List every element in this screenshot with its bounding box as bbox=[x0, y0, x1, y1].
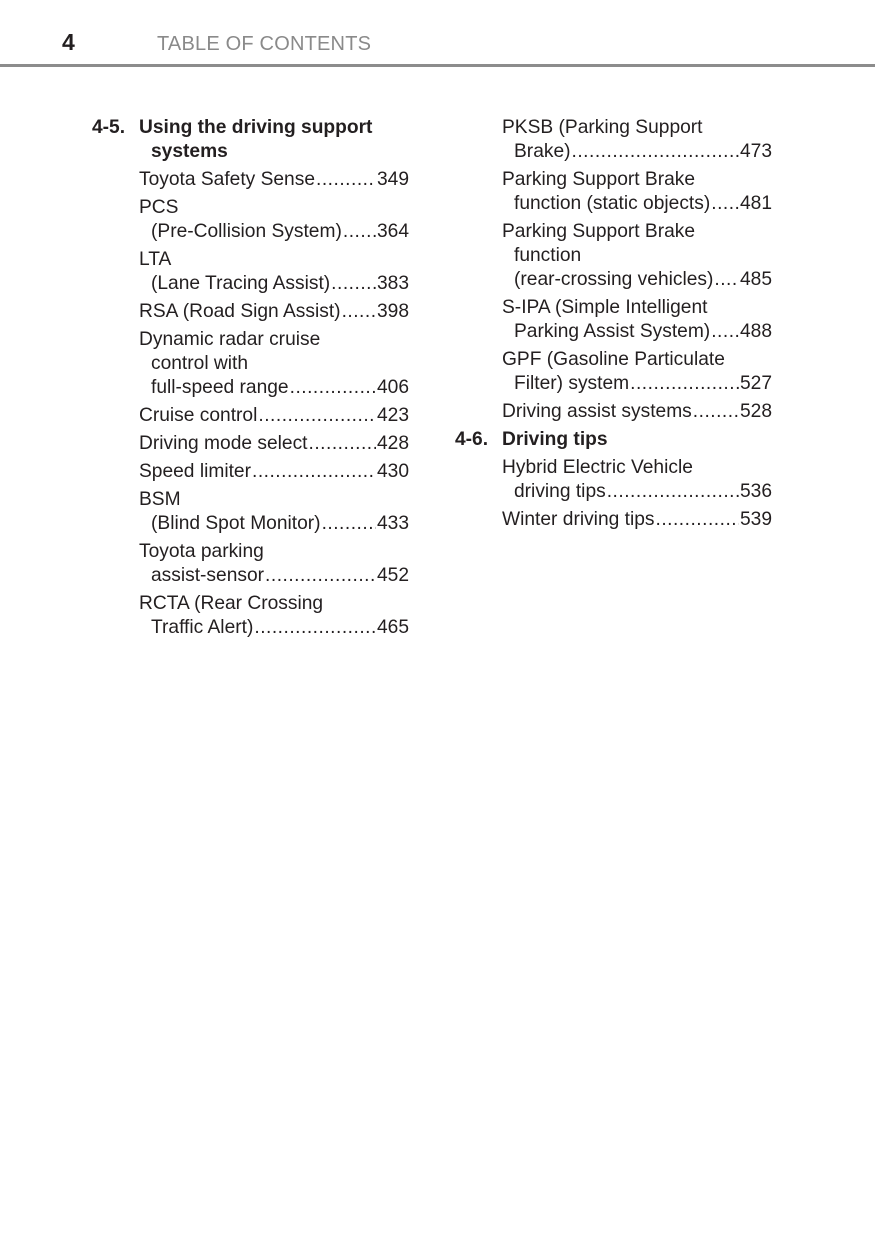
page-reference: 528 bbox=[739, 401, 772, 422]
entry-text: (Lane Tracing Assist) bbox=[151, 273, 331, 294]
entry-line bbox=[139, 540, 409, 564]
entry-text: Hybrid Electric Vehicle bbox=[502, 457, 693, 478]
entry-line bbox=[502, 348, 772, 372]
entry-text: Toyota parking bbox=[139, 541, 264, 562]
leader-dots bbox=[607, 480, 739, 504]
entry-text: Dynamic radar cruise bbox=[139, 329, 321, 350]
toc-entry[interactable] bbox=[139, 432, 409, 456]
leader-dots bbox=[711, 320, 739, 344]
leader-dots bbox=[331, 272, 376, 296]
header-divider bbox=[0, 64, 875, 67]
entry-text: RCTA (Rear Crossing bbox=[139, 593, 324, 614]
entry-text: control with bbox=[151, 353, 249, 374]
page-reference: 539 bbox=[739, 509, 772, 530]
entry-text: (rear-crossing vehicles) bbox=[514, 269, 714, 290]
entry-text: Brake) bbox=[514, 141, 571, 162]
entry-line-with-page bbox=[502, 400, 772, 424]
entry-line-with-page bbox=[139, 460, 409, 484]
leader-dots bbox=[254, 616, 376, 640]
entry-text: Speed limiter bbox=[139, 461, 251, 482]
entry-line-with-page bbox=[139, 272, 409, 296]
entry-line-with-page bbox=[502, 140, 772, 164]
toc-section bbox=[92, 116, 411, 640]
toc-entry[interactable] bbox=[139, 404, 409, 428]
toc-entry[interactable] bbox=[139, 460, 409, 484]
entry-line-with-page bbox=[502, 372, 772, 396]
page-reference: 423 bbox=[376, 405, 409, 426]
entry-line bbox=[139, 352, 409, 376]
leader-dots bbox=[290, 376, 376, 400]
toc-entry[interactable] bbox=[502, 456, 772, 504]
entry-line-with-page bbox=[139, 376, 409, 400]
toc-entry[interactable] bbox=[139, 540, 409, 588]
entry-line bbox=[139, 592, 409, 616]
entry-line bbox=[502, 168, 772, 192]
entry-line-with-page bbox=[139, 432, 409, 456]
section-title: Driving tips bbox=[502, 429, 608, 450]
leader-dots bbox=[711, 192, 739, 216]
leader-dots bbox=[572, 140, 739, 164]
toc-column-right bbox=[455, 116, 774, 536]
entry-line bbox=[139, 488, 409, 512]
entry-text: driving tips bbox=[514, 481, 606, 502]
leader-dots bbox=[342, 300, 376, 324]
toc-section bbox=[455, 116, 774, 424]
page-reference: 430 bbox=[376, 461, 409, 482]
page-reference: 488 bbox=[739, 321, 772, 342]
entry-text: GPF (Gasoline Particulate bbox=[502, 349, 725, 370]
entry-text: PCS bbox=[139, 197, 179, 218]
toc-entry[interactable] bbox=[502, 220, 772, 292]
entry-text: Driving assist systems bbox=[502, 401, 692, 422]
entry-text: (Pre-Collision System) bbox=[151, 221, 342, 242]
entry-line bbox=[139, 328, 409, 352]
page-reference: 406 bbox=[376, 377, 409, 398]
entry-text: LTA bbox=[139, 249, 172, 270]
page-reference: 433 bbox=[376, 513, 409, 534]
page-reference: 364 bbox=[376, 221, 409, 242]
entry-line-with-page bbox=[139, 168, 409, 192]
leader-dots bbox=[265, 564, 376, 588]
leader-dots bbox=[252, 460, 376, 484]
entry-text: Parking Support Brake bbox=[502, 169, 696, 190]
entry-text: PKSB (Parking Support bbox=[502, 117, 703, 138]
toc-column-left bbox=[92, 116, 411, 644]
entry-line-with-page bbox=[139, 404, 409, 428]
section-number: 4-5. bbox=[92, 117, 126, 138]
entry-text: Cruise control bbox=[139, 405, 258, 426]
leader-dots bbox=[343, 220, 376, 244]
entry-line-with-page bbox=[502, 192, 772, 216]
leader-dots bbox=[309, 432, 376, 456]
leader-dots bbox=[655, 508, 739, 532]
entry-line bbox=[502, 116, 772, 140]
entry-line-with-page bbox=[502, 508, 772, 532]
page-reference: 452 bbox=[376, 565, 409, 586]
toc-entry[interactable] bbox=[139, 328, 409, 400]
entry-text: Parking Assist System) bbox=[514, 321, 711, 342]
toc-entry[interactable] bbox=[502, 400, 772, 424]
leader-dots bbox=[258, 404, 376, 428]
leader-dots bbox=[316, 168, 376, 192]
toc-entry[interactable] bbox=[139, 196, 409, 244]
entry-text: Toyota Safety Sense bbox=[139, 169, 315, 190]
entry-text: RSA (Road Sign Assist) bbox=[139, 301, 341, 322]
toc-entry[interactable] bbox=[139, 168, 409, 192]
entry-line-with-page bbox=[502, 320, 772, 344]
entry-line bbox=[139, 248, 409, 272]
entry-text: BSM bbox=[139, 489, 181, 510]
page-reference: 485 bbox=[739, 269, 772, 290]
entry-line bbox=[502, 220, 772, 244]
entry-line-with-page bbox=[502, 480, 772, 504]
toc-entry[interactable] bbox=[502, 296, 772, 344]
entry-line bbox=[502, 296, 772, 320]
toc-entry[interactable] bbox=[139, 488, 409, 536]
entry-text: S-IPA (Simple Intelligent bbox=[502, 297, 708, 318]
toc-entry[interactable] bbox=[139, 248, 409, 296]
section-title: Using the driving support systems bbox=[139, 117, 373, 162]
page-reference: 481 bbox=[739, 193, 772, 214]
toc-entry[interactable] bbox=[502, 168, 772, 216]
leader-dots bbox=[322, 512, 376, 536]
entry-text: Filter) system bbox=[514, 373, 630, 394]
entry-line-with-page bbox=[139, 616, 409, 640]
entry-line-with-page bbox=[139, 512, 409, 536]
toc-entry[interactable] bbox=[502, 348, 772, 396]
toc-entry[interactable] bbox=[139, 300, 409, 324]
entry-line-with-page bbox=[139, 220, 409, 244]
entry-text: Parking Support Brake bbox=[502, 221, 696, 242]
page-reference: 473 bbox=[739, 141, 772, 162]
entry-line bbox=[502, 244, 772, 268]
entry-line-with-page bbox=[502, 268, 772, 292]
section-heading bbox=[92, 116, 411, 164]
toc-entry[interactable] bbox=[139, 592, 409, 640]
page-reference: 465 bbox=[376, 617, 409, 638]
leader-dots bbox=[693, 400, 739, 424]
entry-text: Winter driving tips bbox=[502, 509, 655, 530]
entry-text: Traffic Alert) bbox=[151, 617, 254, 638]
entry-text: (Blind Spot Monitor) bbox=[151, 513, 321, 534]
header-title: TABLE OF CONTENTS bbox=[157, 33, 372, 55]
leader-dots bbox=[630, 372, 739, 396]
page-reference: 349 bbox=[376, 169, 409, 190]
toc-section bbox=[455, 428, 774, 532]
entry-text: Driving mode select bbox=[139, 433, 308, 454]
page-reference: 398 bbox=[376, 301, 409, 322]
section-heading bbox=[455, 428, 774, 452]
page-reference: 527 bbox=[739, 373, 772, 394]
page-number: 4 bbox=[62, 29, 75, 55]
section-number: 4-6. bbox=[455, 429, 489, 450]
entry-text: assist-sensor bbox=[151, 565, 265, 586]
entry-line bbox=[502, 456, 772, 480]
page-reference: 536 bbox=[739, 481, 772, 502]
page-reference: 428 bbox=[376, 433, 409, 454]
entry-text: function bbox=[514, 245, 582, 266]
entry-text: full-speed range bbox=[151, 377, 289, 398]
leader-dots bbox=[714, 268, 739, 292]
entry-line bbox=[139, 196, 409, 220]
toc-entry[interactable] bbox=[502, 508, 772, 532]
entry-line-with-page bbox=[139, 564, 409, 588]
toc-entry[interactable] bbox=[502, 116, 772, 164]
entry-text: function (static objects) bbox=[514, 193, 711, 214]
entry-line-with-page bbox=[139, 300, 409, 324]
page-reference: 383 bbox=[376, 273, 409, 294]
